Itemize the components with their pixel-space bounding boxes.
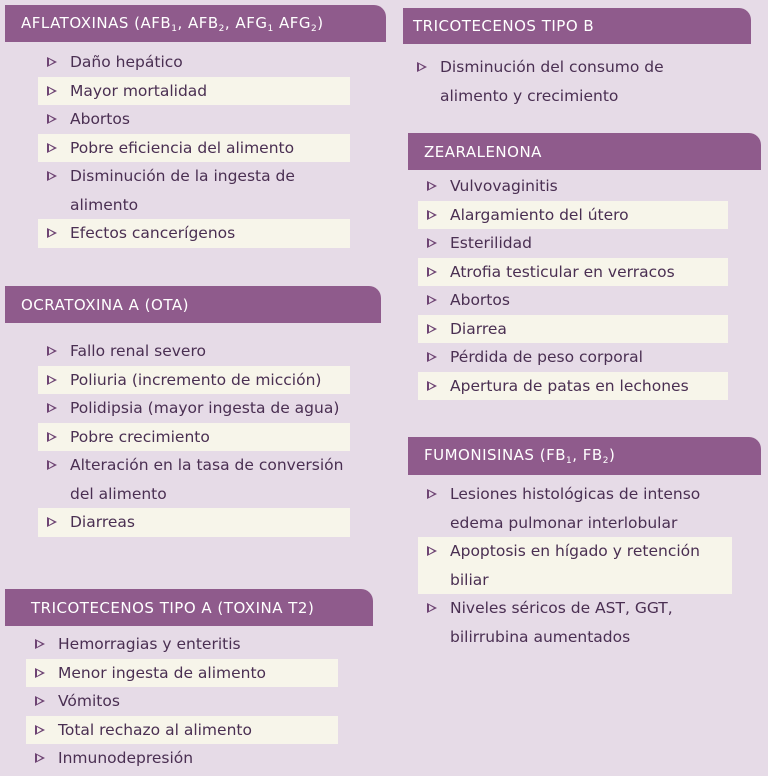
list-item: Daño hepático [38,48,350,77]
triangle-bullet-icon [47,403,57,413]
zearalenona-title: ZEARALENONA [424,142,542,161]
list-item: Mayor mortalidad [38,77,350,106]
list-item: Apoptosis en hígado y retención biliar [418,537,732,594]
triangle-bullet-icon [427,381,437,391]
triangle-bullet-icon [427,267,437,277]
triangle-bullet-icon [47,57,57,67]
triangle-bullet-icon [427,489,437,499]
triangle-bullet-icon [47,517,57,527]
zearalenona-list [418,172,728,400]
aflatoxinas-title: AFLATOXINAS ($AFB_1$, $AFB_2$, $AFG_1$ $AFG_2$) [21,13,324,34]
list-item: Atrofia testicular en verracos [418,258,728,287]
list-item: Esterilidad [418,229,728,258]
fumonisinas-title: FUMONISINAS ($FB_1$, $FB_2$) [424,446,616,466]
list-item: Efectos cancerígenos [38,219,350,248]
list-item: Fallo renal severo [38,337,350,366]
aflatoxinas-list [38,48,350,248]
triangle-bullet-icon [427,295,437,305]
triangle-bullet-icon [47,228,57,238]
list-item: Abortos [38,105,350,134]
list-item: Disminución de la ingesta de alimento [38,162,350,219]
triangle-bullet-icon [47,114,57,124]
triangle-bullet-icon [427,238,437,248]
triangle-bullet-icon [35,725,45,735]
list-item: Menor ingesta de alimento [26,659,338,688]
list-item: Vómitos [26,687,338,716]
fumonisinas-list [418,480,732,651]
list-item: Lesiones histológicas de intenso edema pulmonar interlobular [418,480,732,537]
ocratoxina-header [5,286,381,323]
list-item: Alteración en la tasa de conversión del alimento [38,451,350,508]
triangle-bullet-icon [47,346,57,356]
list-item: Poliuria (incremento de micción) [38,366,350,395]
list-item: Hemorragias y enteritis [26,630,338,659]
list-item: Disminución del consumo de alimento y crecimiento [408,53,708,110]
list-item: Niveles séricos de AST, GGT, bilirrubina aumentados [418,594,732,651]
ocratoxina-list [38,337,350,537]
triangle-bullet-icon [417,62,427,72]
list-item: Alargamiento del útero [418,201,728,230]
triangle-bullet-icon [35,668,45,678]
tricotecenos-b-header [403,8,751,44]
triangle-bullet-icon [427,352,437,362]
list-item: Diarreas [38,508,350,537]
triangle-bullet-icon [35,753,45,763]
list-item: Abortos [418,286,728,315]
triangle-bullet-icon [35,696,45,706]
fumonisinas-header [408,437,761,475]
tricotecenos-a-list [26,630,338,773]
list-item: Total rechazo al alimento [26,716,338,745]
triangle-bullet-icon [427,546,437,556]
tricotecenos-b-title: TRICOTECENOS TIPO B [413,17,595,35]
tricotecenos-b-list [408,53,708,110]
triangle-bullet-icon [47,86,57,96]
triangle-bullet-icon [427,324,437,334]
triangle-bullet-icon [47,143,57,153]
list-item: Vulvovaginitis [418,172,728,201]
triangle-bullet-icon [47,460,57,470]
aflatoxinas-header [5,5,386,42]
triangle-bullet-icon [47,375,57,385]
list-item: Inmunodepresión [26,744,338,773]
triangle-bullet-icon [427,210,437,220]
list-item: Diarrea [418,315,728,344]
list-item: Polidipsia (mayor ingesta de agua) [38,394,350,423]
triangle-bullet-icon [35,639,45,649]
list-item: Pérdida de peso corporal [418,343,728,372]
triangle-bullet-icon [427,603,437,613]
zearalenona-header [408,133,761,170]
triangle-bullet-icon [47,432,57,442]
triangle-bullet-icon [47,171,57,181]
list-item: Pobre crecimiento [38,423,350,452]
tricotecenos-a-title: TRICOTECENOS TIPO A (TOXINA T2) [31,598,315,617]
triangle-bullet-icon [427,181,437,191]
ocratoxina-title: OCRATOXINA A (OTA) [21,295,189,314]
list-item: Pobre eficiencia del alimento [38,134,350,163]
tricotecenos-a-header [5,589,373,626]
list-item: Apertura de patas en lechones [418,372,728,401]
